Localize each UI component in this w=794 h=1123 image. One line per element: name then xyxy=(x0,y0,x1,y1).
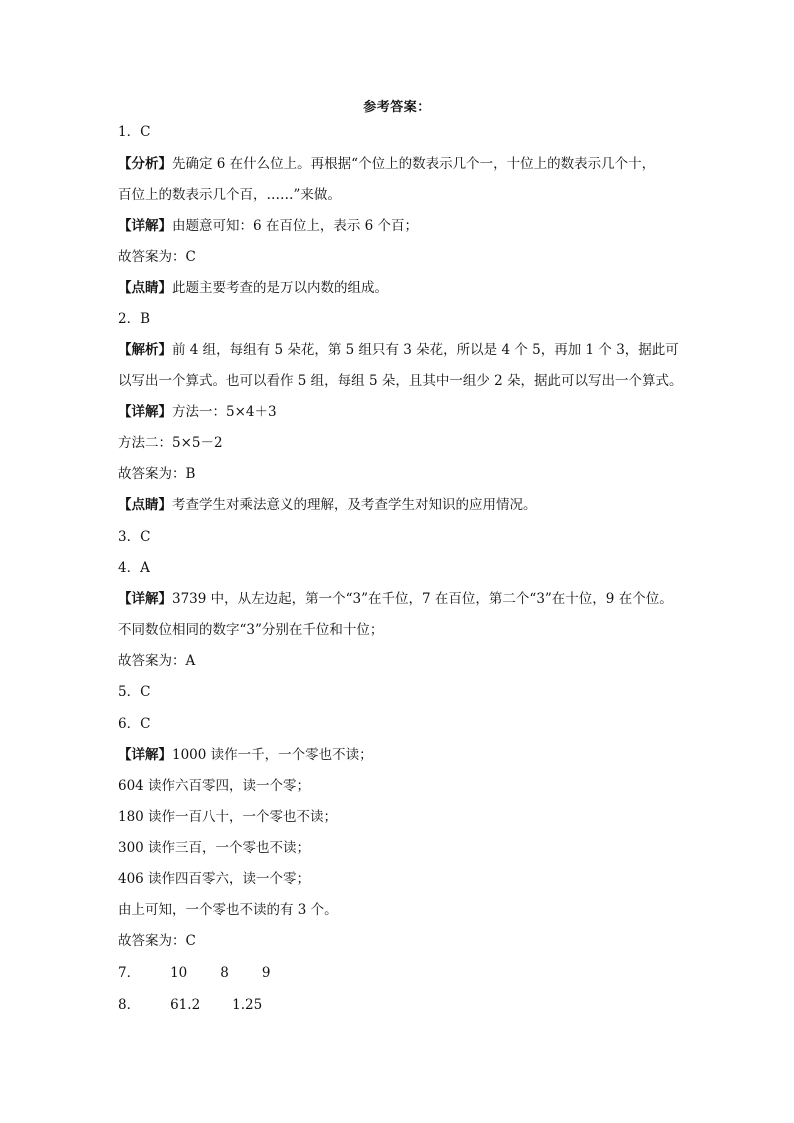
q1-detail xyxy=(118,216,418,236)
detail-tag: 【详解】 xyxy=(118,747,172,763)
q1-analysis-text1: 先确定 6 在什么位上。再根据“个位上的数表示几个一，十位上的数表示几个十， xyxy=(172,156,656,172)
q2-comment xyxy=(118,495,537,515)
q2-detail-text1: 方法一：5×4＋3 xyxy=(172,404,277,420)
analysis-tag: 【分析】 xyxy=(118,156,172,172)
q8-number: 8． xyxy=(118,997,141,1013)
q8-value-1: 61.2 xyxy=(170,997,201,1013)
q6-detail-line4: 300 读作三百，一个零也不读； xyxy=(118,840,311,856)
q1-analysis-line1 xyxy=(118,154,655,174)
q4-answer: 4．A xyxy=(118,560,150,576)
q2-analysis-text1: 前 4 组，每组有 5 朵花，第 5 组只有 3 朵花，所以是 4 个 5，再加 1 个 3，据此可 xyxy=(172,342,679,358)
q6-result: 故答案为：C xyxy=(118,933,196,949)
q6-detail-line6: 由上可知，一个零也不读的有 3 个。 xyxy=(118,902,338,918)
q8-value-2: 1.25 xyxy=(232,997,263,1013)
q6-detail-line2: 604 读作六百零四，读一个零； xyxy=(118,778,311,794)
q3-answer: 3．C xyxy=(118,529,151,545)
q4-detail-line2: 不同数位相同的数字“3”分别在千位和十位； xyxy=(118,622,384,638)
q5-answer: 5．C xyxy=(118,684,151,700)
q8-answers xyxy=(118,995,262,1015)
q1-comment-text: 此题主要考查的是万以内数的组成。 xyxy=(172,280,388,296)
q6-answer: 6．C xyxy=(118,716,151,732)
q1-result: 故答案为：C xyxy=(118,249,196,265)
q1-answer: 1．C xyxy=(118,124,151,140)
q1-analysis-line2: 百位上的数表示几个百，……”来做。 xyxy=(118,187,341,203)
q4-result: 故答案为：A xyxy=(118,653,196,669)
q1-comment xyxy=(118,278,388,298)
q4-detail-text1: 3739 中，从左边起，第一个“3”在千位，7 在百位，第二个“3”在十位，9 在个位。 xyxy=(172,591,673,607)
comment-tag: 【点睛】 xyxy=(118,280,172,296)
comment-tag: 【点睛】 xyxy=(118,497,172,513)
q2-analysis-line2: 以写出一个算式。也可以看作 5 组，每组 5 朵，且其中一组少 2 朵，据此可以写出一个算式。 xyxy=(118,373,683,389)
q7-answers xyxy=(118,963,270,983)
q7-value-2: 8 xyxy=(220,965,229,981)
q2-analysis-line1 xyxy=(118,340,679,360)
page-title: 参考答案： xyxy=(363,100,431,115)
q2-result: 故答案为：B xyxy=(118,466,196,482)
q2-detail-line2: 方法二：5×5－2 xyxy=(118,435,223,451)
q2-answer: 2．B xyxy=(118,311,151,327)
q6-detail-line5: 406 读作四百零六，读一个零； xyxy=(118,871,311,887)
q2-comment-text: 考查学生对乘法意义的理解，及考查学生对知识的应用情况。 xyxy=(172,497,537,513)
q7-number: 7． xyxy=(118,965,141,981)
detail-tag: 【详解】 xyxy=(118,591,172,607)
q4-detail-line1 xyxy=(118,589,673,609)
detail-tag: 【详解】 xyxy=(118,404,172,420)
q6-detail-line1 xyxy=(118,745,373,765)
q7-value-1: 10 xyxy=(170,965,188,981)
q7-value-3: 9 xyxy=(261,965,271,981)
q6-detail-text1: 1000 读作一千，一个零也不读； xyxy=(172,747,373,763)
detail-tag: 【详解】 xyxy=(118,218,172,234)
q1-detail-text: 由题意可知：6 在百位上，表示 6 个百； xyxy=(172,218,419,234)
analysis-tag: 【解析】 xyxy=(118,342,172,358)
q6-detail-line3: 180 读作一百八十，一个零也不读； xyxy=(118,809,338,825)
q2-detail-line1 xyxy=(118,402,277,422)
